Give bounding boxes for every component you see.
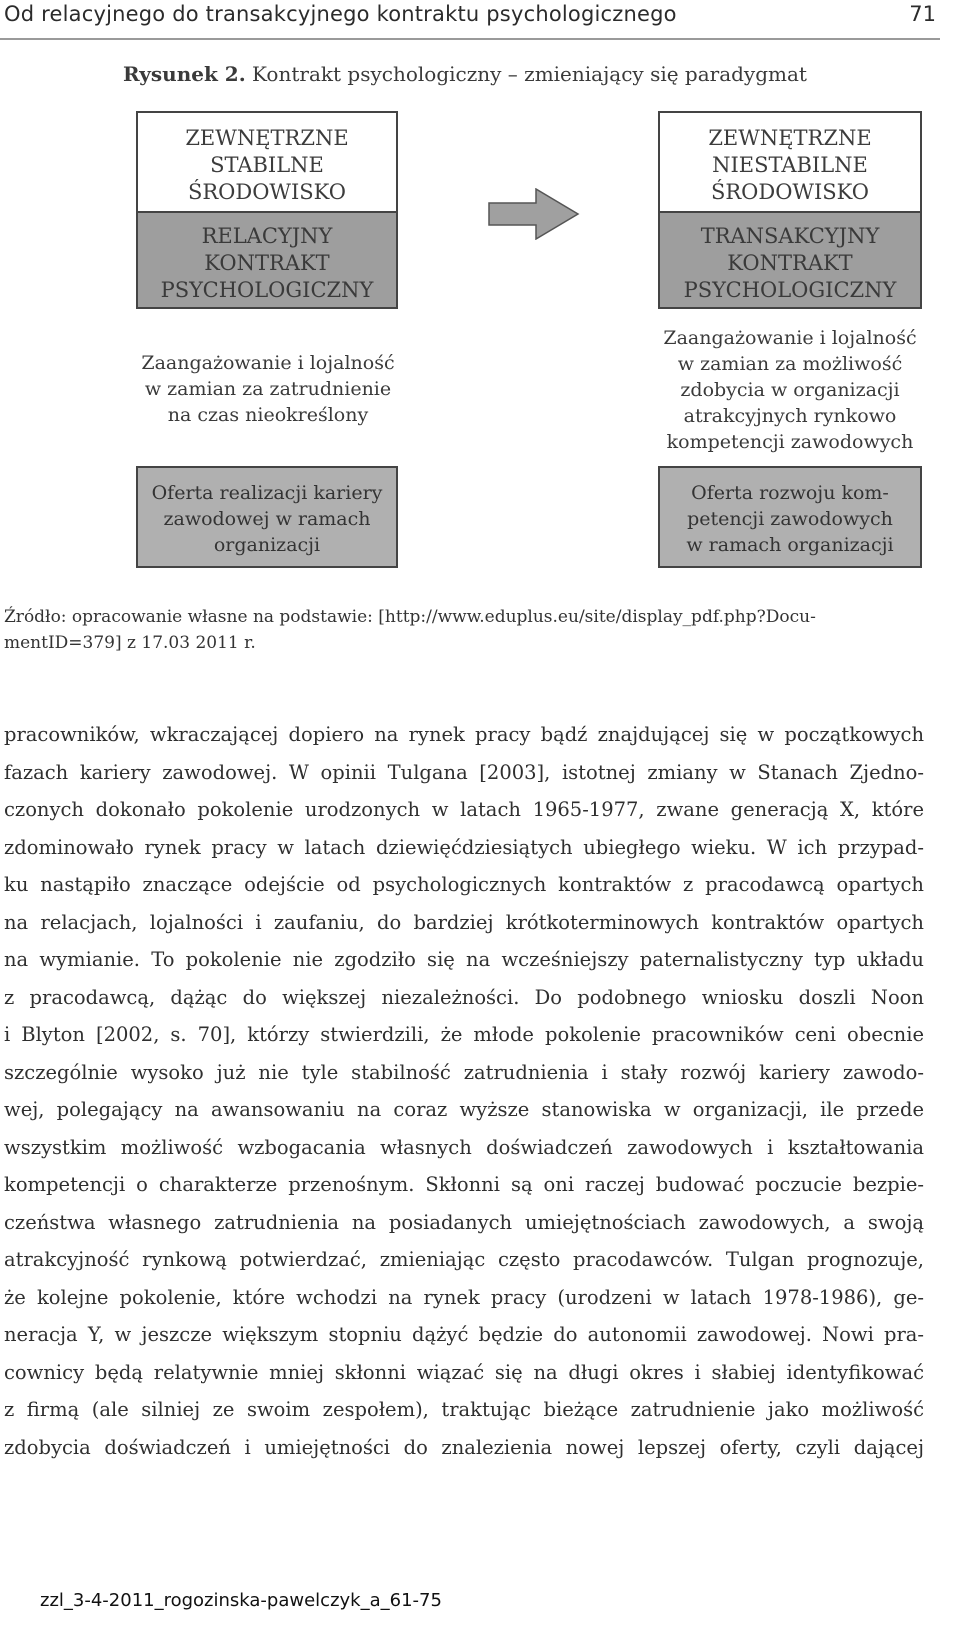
body-line: wej, polegający na awansowaniu na coraz wyższe stanowiska w organizacji, ile przede bbox=[4, 1098, 924, 1121]
body-line: pracowników, wkraczającej dopiero na rynek pracy bądź znajdującej się w początkowych bbox=[4, 723, 924, 746]
source-line-1: Źródło: opracowanie własne na podstawie: [http://www.eduplus.eu/site/display_pdf.php?Docu- bbox=[4, 607, 816, 627]
body-line: fazach kariery zawodowej. W opinii Tulgana [2003], istotnej zmiany w Stanach Zjedno- bbox=[4, 760, 924, 784]
left-env-line-3: ŚRODOWISKO bbox=[187, 180, 347, 204]
left-offer-line-3: organizacji bbox=[213, 534, 321, 556]
body-line: zdominowało rynek pracy w latach dziewięćdziesiątych ubiegłego wieku. W ich przypad- bbox=[4, 835, 924, 859]
right-offer-line-2: petencji zawodowych bbox=[687, 508, 893, 530]
body-line: na wymianie. To pokolenie nie zgodziło się na wcześniejszy paternalistyczny typ układu bbox=[4, 948, 924, 971]
body-line: zdobycia doświadczeń i umiejętności do znalezienia nowej lepszej oferty, czyli dającej bbox=[4, 1435, 924, 1459]
right-desc-line-5: kompetencji zawodowych bbox=[666, 431, 914, 453]
right-env-line-3: ŚRODOWISKO bbox=[710, 180, 870, 204]
figure-title: Kontrakt psychologiczny – zmieniający się paradygmat bbox=[252, 62, 807, 86]
right-arrow-icon bbox=[488, 188, 580, 240]
body-line: z firmą (ale silniej ze swoim zespołem), traktując bieżące zatrudnienie jako możliwość bbox=[4, 1398, 924, 1421]
body-line: czonych dokonało pokolenie urodzonych w latach 1965-1977, zwane generacją X, które bbox=[4, 798, 924, 821]
body-line: neracja Y, w jeszcze większym stopniu dążyć będzie do autonomii zawodowej. Nowi pra- bbox=[4, 1323, 924, 1346]
left-desc-line-2: w zamian za zatrudnienie bbox=[144, 378, 392, 400]
left-offer-box bbox=[136, 466, 398, 568]
right-contract-box bbox=[658, 211, 922, 309]
left-description bbox=[126, 350, 410, 428]
body-line: że kolejne pokolenie, które wchodzi na rynek pracy (urodzeni w latach 1978-1986), ge- bbox=[4, 1285, 924, 1309]
right-contract-line-3: PSYCHOLOGICZNY bbox=[683, 278, 897, 302]
right-desc-line-4: atrakcyjnych rynkowo bbox=[683, 405, 897, 427]
body-line: kompetencji o charakterze przenośnym. Skłonni są oni raczej budować poczucie bezpie- bbox=[4, 1173, 924, 1196]
figure-source bbox=[4, 604, 930, 656]
left-desc-line-3: na czas nieokreślony bbox=[167, 404, 369, 426]
left-offer-line-2: zawodowej w ramach bbox=[163, 508, 371, 530]
body-line: szczególnie wysoko już nie tyle stabilność zatrudnienia i stały rozwój kariery zawodo- bbox=[4, 1060, 924, 1084]
right-env-line-1: ZEWNĘTRZNE bbox=[708, 126, 872, 150]
right-description bbox=[648, 325, 932, 455]
body-line: atrakcyjność rynkową potwierdzać, zmieniając często pracodawców. Tulgan prognozuje, bbox=[4, 1248, 924, 1271]
body-line: z pracodawcą, dążąc do większej niezależności. Do podobnego wniosku doszli Noon bbox=[4, 985, 924, 1009]
body-line: i Blyton [2002, s. 70], którzy stwierdzili, że młode pokolenie pracowników ceni obecnie bbox=[4, 1023, 924, 1046]
left-environment-box bbox=[136, 111, 398, 213]
right-env-line-2: NIESTABILNE bbox=[712, 153, 868, 177]
figure-label: Rysunek 2. bbox=[123, 62, 246, 86]
right-contract-line-1: TRANSAKCYJNY bbox=[700, 224, 880, 248]
right-contract-line-2: KONTRAKT bbox=[727, 251, 853, 275]
right-offer-box bbox=[658, 466, 922, 568]
right-desc-line-2: w zamian za możliwość bbox=[677, 353, 903, 375]
footer-filename: zzl_3-4-2011_rogozinska-pawelczyk_a_61-75 bbox=[40, 1590, 442, 1611]
left-contract-line-3: PSYCHOLOGICZNY bbox=[160, 278, 374, 302]
page-number: 71 bbox=[909, 2, 936, 26]
left-contract-line-1: RELACYJNY bbox=[201, 224, 333, 248]
left-env-line-1: ZEWNĘTRZNE bbox=[185, 126, 349, 150]
body-line: czeństwa własnego zatrudnienia na posiadanych umiejętnościach zawodowych, a swoją bbox=[4, 1210, 924, 1234]
left-desc-line-1: Zaangażowanie i lojalność bbox=[141, 352, 395, 374]
source-line-2: mentID=379] z 17.03 2011 r. bbox=[4, 633, 256, 653]
right-desc-line-3: zdobycia w organizacji bbox=[680, 379, 900, 401]
right-environment-box bbox=[658, 111, 922, 213]
right-desc-line-1: Zaangażowanie i lojalność bbox=[663, 327, 917, 349]
left-env-line-2: STABILNE bbox=[210, 153, 324, 177]
body-line: ku nastąpiło znaczące odejście od psychologicznych kontraktów z pracodawcą opartych bbox=[4, 873, 924, 896]
right-offer-line-3: w ramach organizacji bbox=[686, 534, 894, 556]
left-contract-line-2: KONTRAKT bbox=[204, 251, 330, 275]
left-offer-line-1: Oferta realizacji kariery bbox=[151, 482, 383, 504]
body-paragraph bbox=[4, 716, 924, 1466]
left-contract-box bbox=[136, 211, 398, 309]
running-title: Od relacyjnego do transakcyjnego kontraktu psychologicznego bbox=[4, 2, 677, 26]
right-offer-line-1: Oferta rozwoju kom- bbox=[691, 482, 889, 504]
body-line: wszystkim możliwość wzbogacania własnych doświadczeń zawodowych i kształtowania bbox=[4, 1135, 924, 1159]
running-header bbox=[0, 0, 940, 40]
body-line: cownicy będą relatywnie mniej skłonni wiązać się na długi okres i słabiej identyfikować bbox=[4, 1360, 924, 1384]
body-line: na relacjach, lojalności i zaufaniu, do bardziej krótkoterminowych kontraktów opartych bbox=[4, 910, 924, 934]
figure-caption bbox=[0, 62, 930, 86]
